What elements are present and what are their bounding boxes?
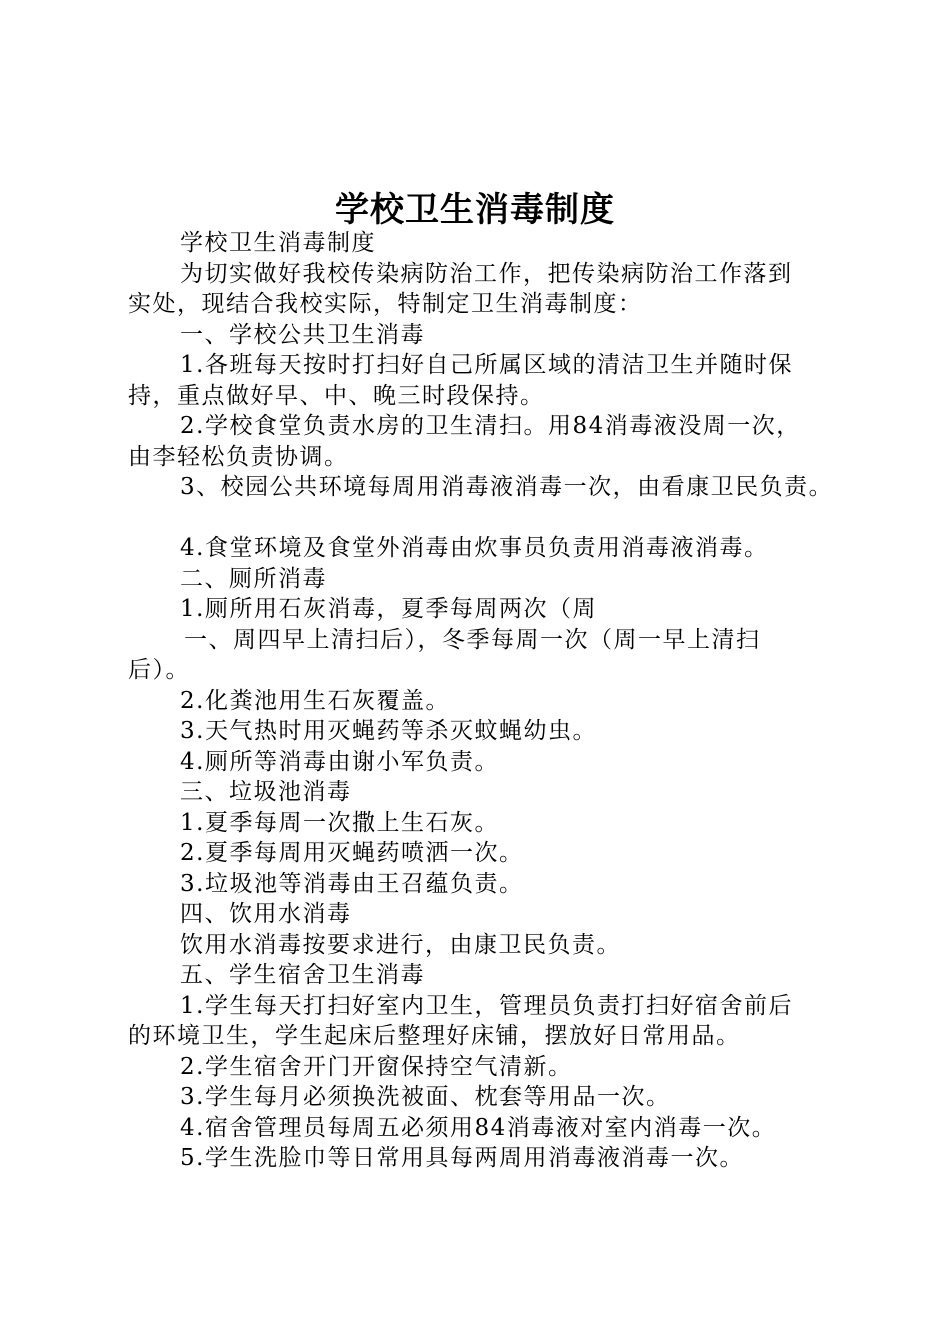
paragraph-line: 3.天气热时用灭蝇药等杀灭蚊蝇幼虫。 <box>180 718 597 744</box>
paragraph-line: 的环境卫生，学生起床后整理好床铺，摆放好日常用品。 <box>128 1023 741 1049</box>
section-heading: 五、学生宿舍卫生消毒 <box>180 962 425 988</box>
paragraph-line: 饮用水消毒按要求进行，由康卫民负责。 <box>180 931 621 958</box>
paragraph-line: 实处，现结合我校实际，特制定卫生消毒制度： <box>128 291 643 317</box>
paragraph-line: 2.夏季每周用灭蝇药喷洒一次。 <box>180 840 524 866</box>
paragraph-line: 3、校园公共环境每周用消毒液消毒一次，由看康卫民负责。 <box>180 474 834 500</box>
paragraph-line: 1.学生每天打扫好室内卫生，管理员负责打扫好宿舍前后 <box>180 992 793 1019</box>
paragraph-line: 4.宿舍管理员每周五必须用84消毒液对室内消毒一次。 <box>180 1114 777 1141</box>
paragraph-line: 2.学生宿舍开门开窗保持空气清新。 <box>180 1053 573 1080</box>
paragraph-line: 2.化粪池用生石灰覆盖。 <box>180 687 450 714</box>
document-body <box>128 228 840 1174</box>
paragraph-line: 3.垃圾池等消毒由王召蕴负责。 <box>180 870 524 897</box>
section-heading: 一、学校公共卫生消毒 <box>180 321 425 348</box>
paragraph-line: 5.学生洗脸巾等日常用具每两周用消毒液消毒一次。 <box>180 1145 744 1171</box>
paragraph-line: 后）。 <box>128 657 190 683</box>
section-heading: 二、厕所消毒 <box>180 565 327 592</box>
paragraph-line: 由李轻松负责协调。 <box>128 443 349 470</box>
paragraph-line: 1.夏季每周一次撒上生石灰。 <box>180 809 499 836</box>
document-title: 学校卫生消毒制度 <box>335 190 615 230</box>
paragraph-line: 为切实做好我校传染病防治工作，把传染病防治工作落到 <box>180 260 793 287</box>
paragraph-line: 2.学校食堂负责水房的卫生清扫。用84消毒液没周一次， <box>180 413 801 439</box>
paragraph-line: 3.学生每月必须换洗被面、枕套等用品一次。 <box>180 1084 671 1110</box>
paragraph-line: 1.厕所用石灰消毒，夏季每周两次（周 <box>180 596 597 622</box>
paragraph-line: 4.食堂环境及食堂外消毒由炊事员负责用消毒液消毒。 <box>180 535 769 561</box>
paragraph-line: 1.各班每天按时打扫好自己所属区域的清洁卫生并随时保 <box>180 352 793 378</box>
paragraph-line: 4.厕所等消毒由谢小军负责。 <box>180 748 499 775</box>
section-heading: 三、垃圾池消毒 <box>180 779 352 805</box>
section-heading: 四、饮用水消毒 <box>180 901 352 927</box>
blank-line <box>128 503 840 534</box>
paragraph-line: 持，重点做好早、中、晚三时段保持。 <box>128 382 545 409</box>
subtitle-line: 学校卫生消毒制度 <box>180 230 376 256</box>
paragraph-line: 一、周四早上清扫后），冬季每周一次（周一早上清扫 <box>184 626 761 653</box>
